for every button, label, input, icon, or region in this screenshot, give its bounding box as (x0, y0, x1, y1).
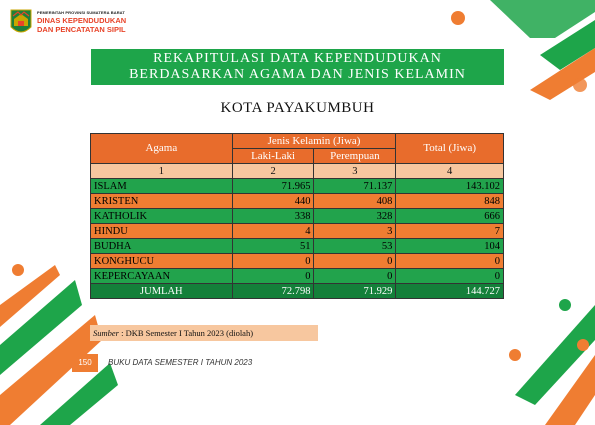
row-agama: KRISTEN (91, 194, 233, 209)
row-perempuan: 53 (314, 239, 396, 254)
table-row (91, 269, 504, 284)
row-laki: 4 (232, 224, 314, 239)
header-agama: Agama (91, 134, 233, 164)
org-line3: DAN PENCATATAN SIPIL (37, 25, 126, 34)
row-perempuan: 0 (314, 254, 396, 269)
table-row (91, 254, 504, 269)
page-number: 150 (72, 354, 98, 372)
row-total: 848 (396, 194, 504, 209)
source-text: : DKB Semester I Tahun 2023 (diolah) (121, 328, 254, 338)
col-number: 1 (91, 164, 233, 179)
row-perempuan: 71.137 (314, 179, 396, 194)
header-jenis-kelamin: Jenis Kelamin (Jiwa) (232, 134, 396, 149)
row-perempuan: 3 (314, 224, 396, 239)
row-perempuan: 0 (314, 269, 396, 284)
row-agama: KEPERCAYAAN (91, 269, 233, 284)
sumbar-province-logo (10, 9, 32, 37)
source-note (90, 325, 318, 341)
col-number: 2 (232, 164, 314, 179)
col-number: 3 (314, 164, 396, 179)
row-laki: 0 (232, 269, 314, 284)
title-banner (91, 49, 504, 85)
table-row (91, 194, 504, 209)
org-line2: DINAS KEPENDUDUKAN (37, 16, 127, 25)
header-laki: Laki-Laki (232, 149, 314, 164)
header-total: Total (Jiwa) (396, 134, 504, 164)
table-row (91, 209, 504, 224)
total-laki: 72.798 (232, 284, 314, 299)
col-number: 4 (396, 164, 504, 179)
row-agama: HINDU (91, 224, 233, 239)
title-line2: BERDASARKAN AGAMA DAN JENIS KELAMIN (129, 67, 466, 82)
row-total: 104 (396, 239, 504, 254)
row-agama: KONGHUCU (91, 254, 233, 269)
city-title: KOTA PAYAKUMBUH (220, 100, 375, 116)
row-laki: 51 (232, 239, 314, 254)
row-total: 0 (396, 269, 504, 284)
row-laki: 338 (232, 209, 314, 224)
table-row (91, 239, 504, 254)
row-perempuan: 408 (314, 194, 396, 209)
row-total: 143.102 (396, 179, 504, 194)
book-title: BUKU DATA SEMESTER I TAHUN 2023 (108, 358, 253, 367)
row-laki: 440 (232, 194, 314, 209)
row-laki: 71.965 (232, 179, 314, 194)
total-total: 144.727 (396, 284, 504, 299)
table-row (91, 224, 504, 239)
total-row (91, 284, 504, 299)
row-agama: KATHOLIK (91, 209, 233, 224)
total-perempuan: 71.929 (314, 284, 396, 299)
row-laki: 0 (232, 254, 314, 269)
title-line1: REKAPITULASI DATA KEPENDUDUKAN (153, 51, 442, 66)
column-number-row (91, 164, 504, 179)
header-perempuan: Perempuan (314, 149, 396, 164)
org-line1: PEMERINTAH PROVINSI SUMATERA BARAT (37, 10, 125, 15)
table-row (91, 179, 504, 194)
religion-gender-table (90, 133, 504, 299)
row-total: 0 (396, 254, 504, 269)
row-total: 666 (396, 209, 504, 224)
decor-bottom-right (455, 285, 595, 425)
row-total: 7 (396, 224, 504, 239)
source-label: Sumber (93, 328, 119, 338)
row-agama: ISLAM (91, 179, 233, 194)
row-agama: BUDHA (91, 239, 233, 254)
row-perempuan: 328 (314, 209, 396, 224)
total-label: JUMLAH (91, 284, 233, 299)
org-name (37, 10, 126, 34)
